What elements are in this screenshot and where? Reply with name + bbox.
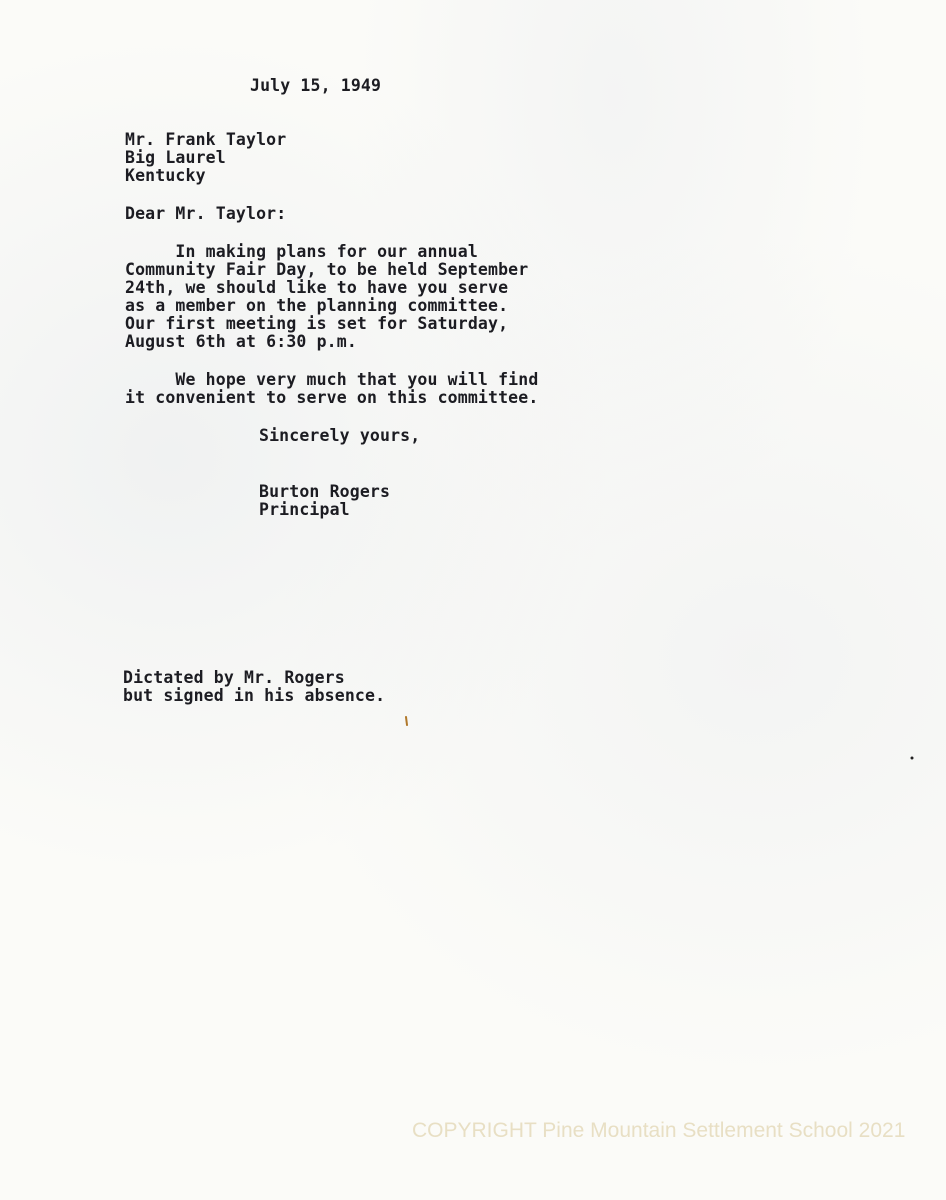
signer-name: Burton Rogers (259, 482, 391, 501)
body-paragraph-1-line: as a member on the planning committee. (125, 296, 509, 315)
body-paragraph-1-line: 24th, we should like to have you serve (125, 278, 509, 297)
body-paragraph-1-line: In making plans for our annual (125, 242, 478, 261)
salutation: Dear Mr. Taylor: (125, 204, 287, 223)
copyright-watermark: COPYRIGHT Pine Mountain Settlement School 2021 (412, 1119, 906, 1142)
body-paragraph-2-line: it convenient to serve on this committee. (125, 388, 539, 407)
dictation-note-line: but signed in his absence. (123, 686, 386, 705)
recipient-state: Kentucky (125, 166, 206, 185)
body-paragraph-1-line: Community Fair Day, to be held September (125, 260, 529, 279)
recipient-address-line: Big Laurel (125, 148, 226, 167)
ink-speck (402, 716, 410, 726)
paper-speck (909, 755, 915, 761)
dictation-note-line: Dictated by Mr. Rogers (123, 668, 345, 687)
body-paragraph-2-line: We hope very much that you will find (125, 370, 539, 389)
body-paragraph-1-line: Our first meeting is set for Saturday, (125, 314, 509, 333)
letter-date: July 15, 1949 (250, 76, 382, 95)
recipient-name: Mr. Frank Taylor (125, 130, 287, 149)
closing: Sincerely yours, (259, 426, 421, 445)
body-paragraph-1-line: August 6th at 6:30 p.m. (125, 332, 357, 351)
signer-title: Principal (259, 500, 350, 519)
